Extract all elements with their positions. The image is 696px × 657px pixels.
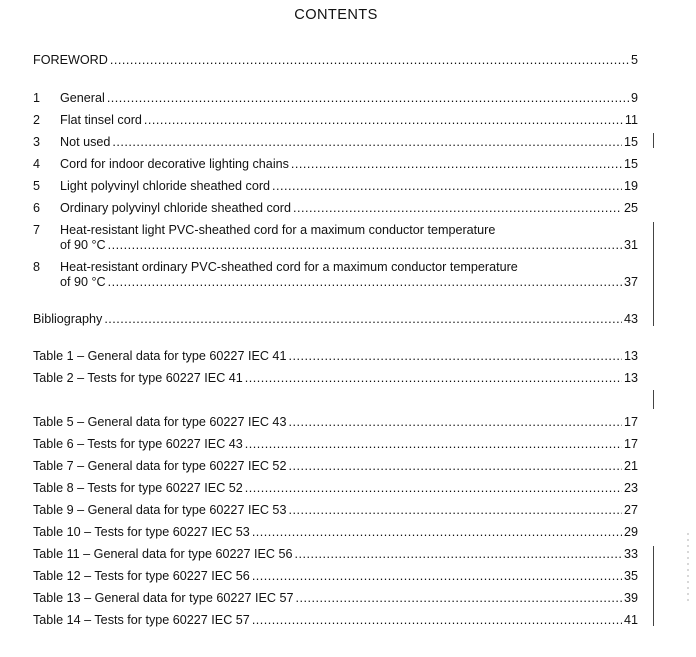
dot-leader [252,524,622,540]
toc-page-number: 5 [630,53,638,67]
toc-entry-label: Ordinary polyvinyl chloride sheathed cord [60,201,292,215]
toc-entry-clause-1[interactable] [33,90,638,106]
toc-entry-label: FOREWORD [33,53,108,67]
dot-leader [245,480,622,496]
toc-clause-number: 6 [33,201,41,215]
change-bar [653,546,654,626]
dot-leader [252,612,622,628]
toc-clause-number: 7 [33,223,41,237]
toc-entry-label: Cord for indoor decorative lighting chains [60,157,289,171]
dot-leader [288,414,622,430]
toc-page-number: 15 [623,135,638,149]
dot-leader [252,568,622,584]
toc-clause-number: 8 [33,260,41,274]
toc-page-number: 11 [624,113,638,127]
toc-entry-clause-6[interactable] [33,200,638,216]
toc-page-number: 35 [623,569,638,583]
toc-entry-label-line2: of 90 °C [60,275,106,289]
toc-entry-table[interactable] [33,546,638,562]
dot-leader [104,311,622,327]
dot-leader [272,178,622,194]
toc-entry-table[interactable] [33,590,638,606]
toc-page-number: 31 [623,238,638,252]
dot-leader [288,502,622,518]
toc-entry-table[interactable] [33,480,638,496]
dot-leader [288,348,622,364]
toc-entry-label: Not used [60,135,111,149]
toc-page-number: 23 [623,481,638,495]
toc-entry-foreword[interactable] [33,52,638,68]
change-bar [653,222,654,326]
toc-page-number: 37 [623,275,638,289]
toc-entry-label: Table 6 – Tests for type 60227 IEC 43 [33,437,243,451]
toc-entry-label: Table 12 – Tests for type 60227 IEC 56 [33,569,250,583]
margin-artifact [687,533,689,603]
dot-leader [110,52,629,68]
toc-page-number: 13 [623,371,638,385]
toc-entry-bibliography[interactable] [33,311,638,327]
toc-entry-label: Table 9 – General data for type 60227 IEC 53 [33,503,287,517]
toc-page-number: 17 [623,437,638,451]
toc-entry-table[interactable] [33,370,638,386]
toc-entry-label: Light polyvinyl chloride sheathed cord [60,179,271,193]
dot-leader [295,546,622,562]
toc-entry-label: Bibliography [33,312,103,326]
toc-entry-clause-7[interactable] [60,237,638,253]
dot-leader [108,237,622,253]
toc-entry-label: Table 8 – Tests for type 60227 IEC 52 [33,481,243,495]
toc-entry-table[interactable] [33,414,638,430]
dot-leader [293,200,622,216]
toc-entry-clause-3[interactable] [33,134,638,150]
toc-page-number: 19 [623,179,638,193]
dot-leader [112,134,622,150]
dot-leader [245,436,622,452]
toc-entry-table[interactable] [33,458,638,474]
toc-entry-label: Table 11 – General data for type 60227 IEC 56 [33,547,293,561]
toc-entry-clause-4[interactable] [33,156,638,172]
toc-page-number: 15 [623,157,638,171]
toc-entry-label-line2: of 90 °C [60,238,106,252]
toc-page-number: 13 [623,349,638,363]
toc-entry-clause-8[interactable] [60,274,638,290]
toc-entry-label-line1[interactable]: Heat-resistant light PVC-sheathed cord for a maximum conductor temperature [60,223,496,237]
toc-page-number: 25 [623,201,638,215]
toc-clause-number: 2 [33,113,41,127]
change-bar [653,133,654,148]
toc-entry-table[interactable] [33,436,638,452]
toc-entry-table[interactable] [33,612,638,628]
dot-leader [108,274,622,290]
toc-entry-label: Table 10 – Tests for type 60227 IEC 53 [33,525,250,539]
toc-entry-clause-5[interactable] [33,178,638,194]
toc-page-number: 43 [623,312,638,326]
toc-entry-label: Flat tinsel cord [60,113,142,127]
toc-clause-number: 5 [33,179,41,193]
toc-page-number: 29 [623,525,638,539]
toc-page-number: 21 [623,459,638,473]
toc-entry-label: General [60,91,105,105]
toc-entry-label: Table 5 – General data for type 60227 IEC 43 [33,415,287,429]
toc-entry-label: Table 7 – General data for type 60227 IEC 52 [33,459,287,473]
toc-entry-label-line1[interactable]: Heat-resistant ordinary PVC-sheathed cord for a maximum conductor temperature [60,260,518,274]
dot-leader [288,458,622,474]
dot-leader [295,590,622,606]
toc-clause-number: 4 [33,157,41,171]
toc-entry-label: Table 1 – General data for type 60227 IEC 41 [33,349,287,363]
toc-entry-table[interactable] [33,568,638,584]
toc-entry-label: Table 2 – Tests for type 60227 IEC 41 [33,371,243,385]
dot-leader [291,156,622,172]
toc-page-number: 9 [630,91,638,105]
toc-page-number: 39 [623,591,638,605]
dot-leader [107,90,629,106]
change-bar [653,390,654,409]
toc-entry-label: Table 14 – Tests for type 60227 IEC 57 [33,613,250,627]
toc-clause-number: 1 [33,91,41,105]
toc-entry-table[interactable] [33,348,638,364]
toc-entry-table[interactable] [33,502,638,518]
page-title: CONTENTS [294,7,378,23]
toc-entry-label: Table 13 – General data for type 60227 IEC 57 [33,591,294,605]
toc-entry-clause-2[interactable] [33,112,638,128]
toc-page-number: 27 [623,503,638,517]
toc-entry-table[interactable] [33,524,638,540]
dot-leader [144,112,623,128]
toc-page-number: 33 [623,547,638,561]
dot-leader [245,370,622,386]
toc-page-number: 41 [623,613,638,627]
toc-page-number: 17 [623,415,638,429]
toc-clause-number: 3 [33,135,41,149]
